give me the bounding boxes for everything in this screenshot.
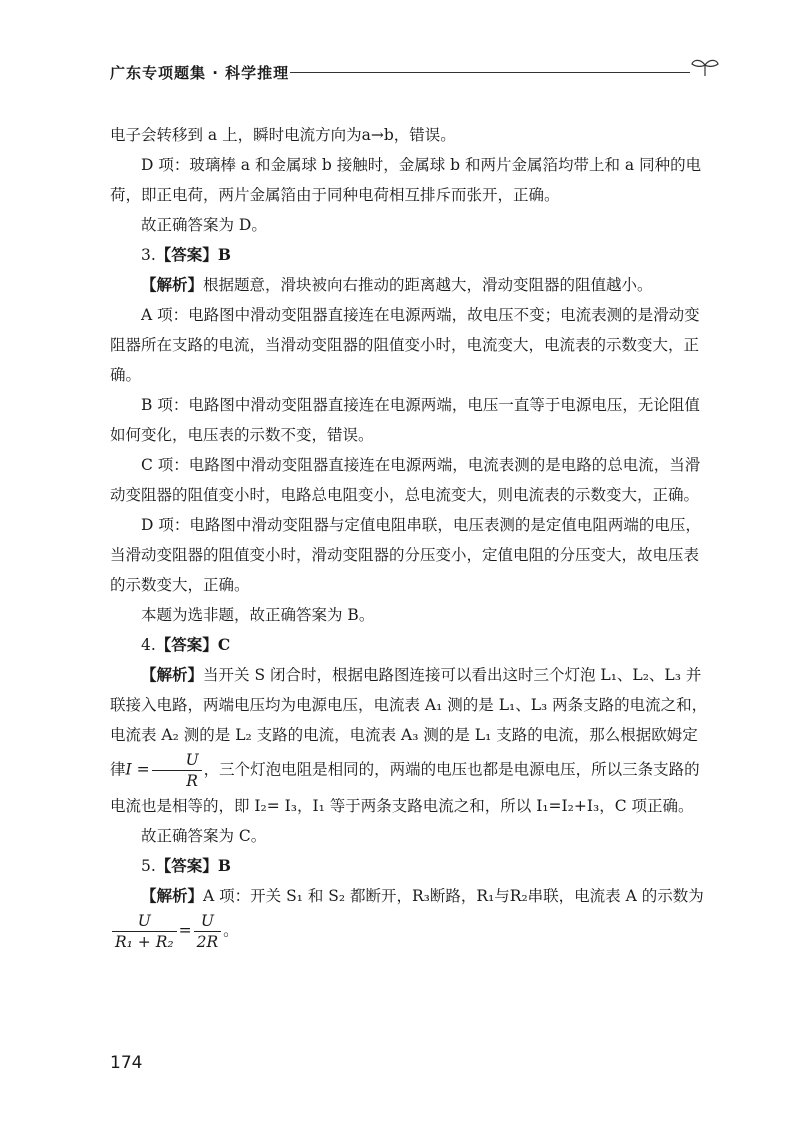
- simplified-fraction: [194, 911, 222, 952]
- page-header: [110, 58, 720, 88]
- ohm-law-fraction: [152, 750, 202, 791]
- formula-lhs: I =: [125, 760, 150, 779]
- paragraph: 故正确答案为 D。: [141, 216, 267, 234]
- fraction-denominator: R₁ + R₂: [115, 933, 174, 951]
- question-3-answer: [110, 240, 710, 270]
- fraction-denominator: R: [186, 772, 198, 790]
- analysis-tag: 【解析】: [141, 886, 204, 905]
- analysis-text: A 项：开关 S₁ 和 S₂ 都断开，R₃断路，R₁与R₂串联，电流表 A 的示数为: [203, 887, 704, 905]
- answer-tag: 【答案】: [155, 856, 218, 875]
- fraction-numerator: U: [112, 911, 177, 932]
- equals-sign: =: [178, 921, 192, 940]
- period: 。: [223, 921, 239, 940]
- analysis-text-continued: ，三个灯泡电阻是相同的，两端的电压也都是电源电压，所以三条支路的电流也是相等的，即 I₂= I₃，I₁ 等于两条支路电流之和，所以 I₁=I₂+I₃，C 项正确。: [110, 760, 700, 815]
- option-a-analysis: A 项：电路图中滑动变阻器直接连在电源两端，故电压不变；电流表测的是滑动变阻器所在支路的电流，当滑动变阻器的阻值变小时，电流变大，电流表的示数变大，正确。: [110, 306, 700, 384]
- sprout-icon: [690, 54, 720, 78]
- answer-value: C: [217, 635, 231, 654]
- answer-tag: 【答案】: [155, 635, 218, 654]
- series-fraction: [112, 911, 177, 952]
- question-5-answer: [110, 851, 710, 881]
- question-number: 3.: [141, 246, 156, 264]
- option-b-analysis: B 项：电路图中滑动变阻器直接连在电源两端，电压一直等于电源电压，无论阻值如何变化，电压表的示数不变，错误。: [110, 396, 700, 444]
- answer-tag: 【答案】: [155, 245, 218, 264]
- question-4-analysis: [110, 660, 710, 821]
- question-number: 4.: [141, 636, 156, 654]
- page-number: 174: [110, 1053, 143, 1073]
- conclusion: 本题为选非题，故正确答案为 B。: [141, 606, 375, 624]
- current-formula: [110, 911, 710, 952]
- answer-value: B: [217, 856, 231, 875]
- question-3-analysis: [110, 270, 710, 300]
- header-rule: [290, 72, 690, 73]
- header-title: 广东专项题集 · 科学推理: [110, 64, 290, 82]
- question-4-answer: [110, 630, 710, 660]
- analysis-tag: 【解析】: [141, 275, 204, 294]
- analysis-text: 根据题意，滑块被向右推动的距离越大，滑动变阻器的阻值越小。: [203, 276, 653, 294]
- answer-value: B: [217, 245, 231, 264]
- conclusion: 故正确答案为 C。: [141, 827, 267, 845]
- fraction-denominator: 2R: [196, 933, 219, 951]
- analysis-tag: 【解析】: [141, 665, 204, 684]
- analysis-text: 当开关 S 闭合时，根据电路图连接可以看出这时三个灯泡 L₁、L₂、L₃ 并联接入电路，两端电压均为电源电压，电流表 A₁ 测的是 L₁、L₃ 两条支路的电流之和，电流表 A₂ 测的是 L₂ 支路的电流，电流表 A₃ 测的是 L₁ 支路的电流，那么根据欧姆定律: [110, 666, 708, 779]
- paragraph: 电子会转移到 a 上，瞬时电流方向为a→b，错误。: [110, 126, 456, 144]
- fraction-numerator: U: [194, 911, 222, 932]
- page-content: [110, 120, 710, 952]
- option-d-analysis: D 项：电路图中滑动变阻器与定值电阻串联，电压表测的是定值电阻两端的电压，当滑动变阻器的阻值变小时，滑动变阻器的分压变小，定值电阻的分压变大，故电压表的示数变大，正确。: [110, 516, 701, 594]
- question-5-analysis: [110, 881, 710, 911]
- fraction-numerator: U: [152, 750, 202, 771]
- option-c-analysis: C 项：电路图中滑动变阻器直接连在电源两端，电流表测的是电路的总电流，当滑动变阻器的阻值变小时，电路总电阻变小，总电流变大，则电流表的示数变大，正确。: [110, 456, 701, 504]
- question-number: 5.: [141, 857, 156, 875]
- paragraph: D 项：玻璃棒 a 和金属球 b 接触时，金属球 b 和两片金属箔均带上和 a 同种的电荷，即正电荷，两片金属箔由于同种电荷相互排斥而张开，正确。: [110, 156, 702, 204]
